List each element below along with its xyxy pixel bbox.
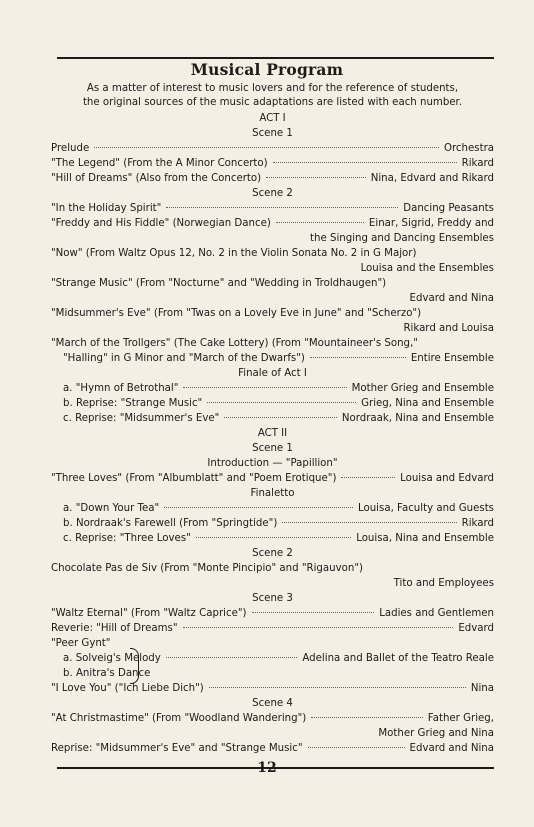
item-title: "Freddy and His Fiddle" (Norwegian Dance)	[51, 218, 271, 229]
program-entry	[51, 621, 494, 636]
program-item	[51, 336, 494, 351]
program-entry	[51, 156, 494, 171]
heading-text: Scene 1	[252, 443, 293, 454]
item-title: b. Nordraak's Farewell (From "Springtide")	[63, 518, 278, 529]
dot-leader	[166, 657, 298, 658]
heading-text: Scene 2	[252, 188, 293, 199]
item-title: "In the Holiday Spirit"	[51, 203, 162, 214]
item-title: "Midsummer's Eve" (From "Twas on a Lovely Eve in June" and "Scherzo")	[51, 308, 422, 319]
item-performer: Louisa and Edvard	[400, 473, 494, 484]
performer-continuation	[51, 231, 494, 246]
program-entry	[51, 171, 494, 186]
intro-line: As a matter of interest to music lovers and for the reference of students,	[86, 83, 459, 94]
program-entry	[51, 396, 494, 411]
item-title: Chocolate Pas de Siv (From "Monte Pincipio" and "Rigauvon")	[51, 563, 363, 574]
performer-text: Mother Grieg and Nina	[378, 728, 494, 739]
item-title: "Three Loves" (From "Albumblatt" and "Poem Erotique")	[51, 473, 337, 484]
program-item	[51, 561, 494, 576]
item-title: "I Love You" ("Ich Liebe Dich")	[51, 683, 204, 694]
item-title: "Waltz Eternal" (From "Waltz Caprice")	[51, 608, 247, 619]
program-entry	[51, 711, 494, 726]
performer-continuation	[51, 291, 494, 306]
section-heading	[51, 426, 494, 441]
item-title: b. Anitra's Dance	[63, 668, 151, 679]
dot-leader	[282, 522, 456, 523]
item-performer: Louisa, Nina and Ensemble	[356, 533, 494, 544]
section-heading	[51, 186, 494, 201]
page-number: 12	[257, 760, 277, 776]
dot-leader	[183, 387, 346, 388]
program-entry	[51, 501, 494, 516]
dot-leader	[341, 477, 395, 478]
program-item	[51, 666, 494, 681]
program-entry	[51, 606, 494, 621]
top-rule	[57, 57, 494, 59]
dot-leader	[273, 162, 457, 163]
section-heading	[51, 546, 494, 561]
item-performer: Einar, Sigrid, Freddy and	[368, 218, 494, 229]
dot-leader	[183, 627, 454, 628]
dot-leader	[207, 402, 356, 403]
item-performer: Adelina and Ballet of the Teatro Reale	[302, 653, 494, 664]
program-entry	[51, 216, 494, 231]
program-list	[51, 111, 494, 756]
item-title: "March of the Trollgers" (The Cake Lottery) (From "Mountaineer's Song,"	[51, 338, 418, 349]
dot-leader	[209, 687, 466, 688]
intro-text	[51, 82, 494, 110]
grouping-brace	[130, 648, 139, 684]
section-heading	[51, 441, 494, 456]
performer-text: Edvard and Nina	[409, 293, 494, 304]
item-title: a. "Hymn of Betrothal"	[63, 383, 179, 394]
program-entry	[51, 471, 494, 486]
program-entry	[51, 411, 494, 426]
heading-text: ACT I	[259, 113, 286, 124]
section-heading	[51, 696, 494, 711]
page-title: Musical Program	[190, 60, 344, 79]
dot-leader	[266, 177, 366, 178]
program-item	[51, 306, 494, 321]
item-title: a. Solveig's Melody	[63, 653, 161, 664]
item-performer: Edvard and Nina	[409, 743, 494, 754]
program-entry	[51, 141, 494, 156]
dot-leader	[196, 537, 351, 538]
section-heading	[51, 366, 494, 381]
item-performer: Grieg, Nina and Ensemble	[361, 398, 494, 409]
program-item	[51, 276, 494, 291]
heading-text: Scene 4	[252, 698, 293, 709]
section-heading	[51, 486, 494, 501]
performer-text: the Singing and Dancing Ensembles	[310, 233, 494, 244]
performer-text: Louisa and the Ensembles	[360, 263, 494, 274]
program-entry	[51, 531, 494, 546]
item-performer: Father Grieg,	[427, 713, 494, 724]
heading-text: Scene 3	[252, 593, 293, 604]
dot-leader	[276, 222, 364, 223]
dot-leader	[94, 147, 439, 148]
heading-text: Finaletto	[250, 488, 295, 499]
item-performer: Nordraak, Nina and Ensemble	[341, 413, 494, 424]
section-heading	[51, 126, 494, 141]
program-entry	[51, 741, 494, 756]
item-performer: Louisa, Faculty and Guests	[358, 503, 494, 514]
heading-text: Finale of Act I	[238, 368, 307, 379]
heading-text: ACT II	[257, 428, 288, 439]
performer-text: Rikard and Louisa	[403, 323, 494, 334]
program-entry	[51, 651, 494, 666]
section-heading	[51, 456, 494, 471]
program-entry	[51, 516, 494, 531]
item-performer: Rikard	[461, 518, 494, 529]
item-performer: Mother Grieg and Ensemble	[351, 383, 494, 394]
item-title: "Halling" in G Minor and "March of the Dwarfs")	[63, 353, 305, 364]
item-performer: Edvard	[458, 623, 494, 634]
item-performer: Entire Ensemble	[410, 353, 494, 364]
program-item	[51, 246, 494, 261]
item-performer: Orchestra	[443, 143, 494, 154]
item-title: "Strange Music" (From "Nocturne" and "Wedding in Troldhaugen")	[51, 278, 387, 289]
item-performer: Ladies and Gentlemen	[379, 608, 494, 619]
item-title: "Now" (From Waltz Opus 12, No. 2 in the Violin Sonata No. 2 in G Major)	[51, 248, 417, 259]
program-entry	[51, 201, 494, 216]
item-title: c. Reprise: "Three Loves"	[63, 533, 191, 544]
dot-leader	[311, 717, 423, 718]
dot-leader	[308, 747, 405, 748]
item-title: a. "Down Your Tea"	[63, 503, 160, 514]
heading-text: Introduction — "Papillion"	[207, 458, 338, 469]
item-title: Reverie: "Hill of Dreams"	[51, 623, 178, 634]
program-entry	[51, 351, 494, 366]
program-item	[51, 636, 494, 651]
performer-text: Tito and Employees	[393, 578, 494, 589]
section-heading	[51, 591, 494, 606]
dot-leader	[224, 417, 337, 418]
item-performer: Dancing Peasants	[403, 203, 494, 214]
item-performer: Nina	[470, 683, 494, 694]
item-title: Reprise: "Midsummer's Eve" and "Strange Music"	[51, 743, 303, 754]
item-title: b. Reprise: "Strange Music"	[63, 398, 203, 409]
dot-leader	[166, 207, 398, 208]
heading-text: Scene 2	[252, 548, 293, 559]
item-title: "At Christmastime" (From "Woodland Wandering")	[51, 713, 307, 724]
dot-leader	[252, 612, 375, 613]
item-performer: Rikard	[461, 158, 494, 169]
item-performer: Nina, Edvard and Rikard	[370, 173, 494, 184]
item-title: c. Reprise: "Midsummer's Eve"	[63, 413, 220, 424]
program-entry	[51, 381, 494, 396]
item-title: "The Legend" (From the A Minor Concerto)	[51, 158, 268, 169]
performer-continuation	[51, 726, 494, 741]
intro-line: the original sources of the music adaptations are listed with each number.	[82, 97, 463, 108]
performer-continuation	[51, 321, 494, 336]
performer-continuation	[51, 261, 494, 276]
dot-leader	[310, 357, 406, 358]
item-title: "Peer Gynt"	[51, 638, 111, 649]
item-title: Prelude	[51, 143, 90, 154]
section-heading	[51, 111, 494, 126]
program-entry	[51, 681, 494, 696]
dot-leader	[164, 507, 353, 508]
item-title: "Hill of Dreams" (Also from the Concerto)	[51, 173, 262, 184]
heading-text: Scene 1	[252, 128, 293, 139]
performer-continuation	[51, 576, 494, 591]
